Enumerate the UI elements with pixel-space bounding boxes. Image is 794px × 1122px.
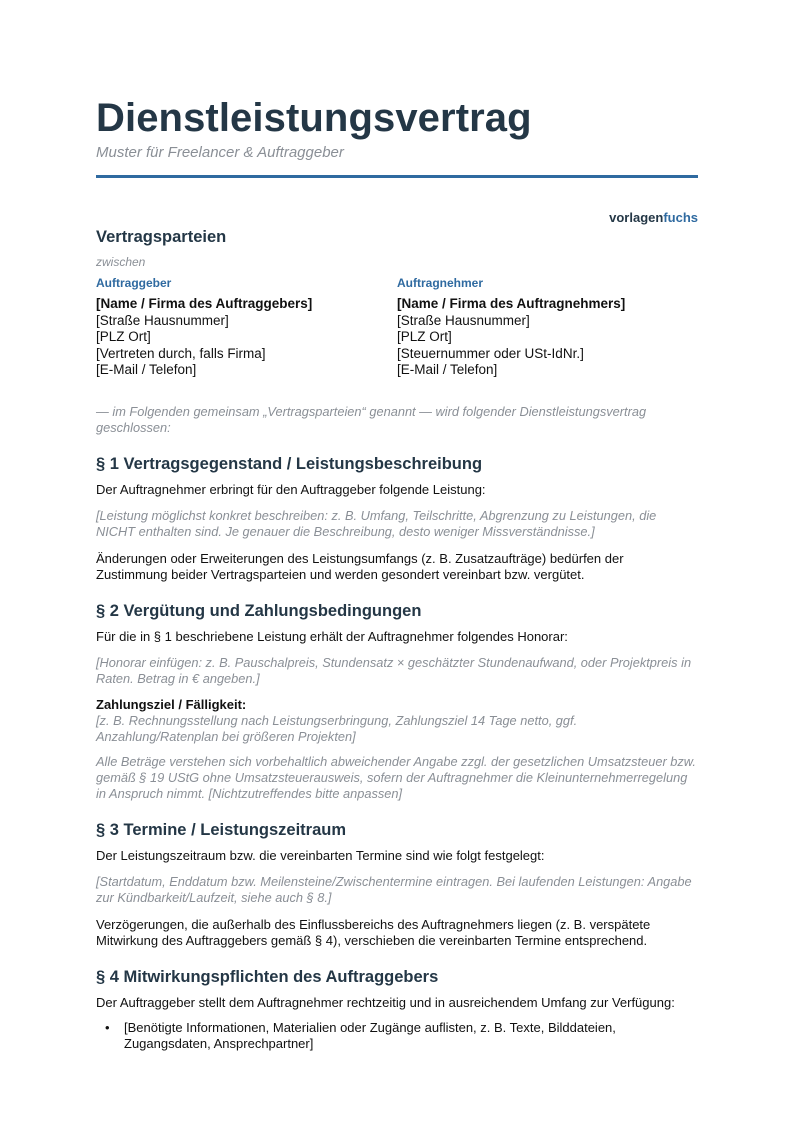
section-4-heading: § 4 Mitwirkungspflichten des Auftraggebers xyxy=(96,967,439,986)
section-2-heading: § 2 Vergütung und Zahlungsbedingungen xyxy=(96,601,422,620)
section-3-text: Verzögerungen, die außerhalb des Einflussbereichs des Auftragnehmers liegen (z. B. verspätete Mitwirkung des Auftraggebers gemäß § 4), verschieben die vereinbarten Termine entsprechend. xyxy=(96,916,651,948)
section-2-intro: Für die in § 1 beschriebene Leistung erhält der Auftragnehmer folgendes Honorar: xyxy=(96,628,568,644)
section-3-heading: § 3 Termine / Leistungszeitraum xyxy=(96,820,347,839)
brand-part-2: fuchs xyxy=(663,210,698,225)
contractor-label: Auftragnehmer xyxy=(397,276,484,290)
parties-columns xyxy=(96,275,698,379)
between-text: zwischen xyxy=(96,255,146,269)
contractor-tax-id: [Steuernummer oder USt-IdNr.] xyxy=(397,345,584,361)
section-4-bullet-1: [Benötigte Informationen, Materialien oder Zugänge auflisten, z. B. Texte, Bilddateien, Zugangsdaten, Ansprechpartner] xyxy=(124,1019,616,1051)
parties-heading: Vertragsparteien xyxy=(96,228,227,246)
section-2-payment-label: Zahlungsziel / Fälligkeit: xyxy=(96,696,247,712)
brand-part-1: vorlagen xyxy=(609,210,664,225)
section-1-note: [Leistung möglichst konkret beschreiben: z. B. Umfang, Teilschritte, Abgrenzung zu Leistungen, die NICHT enthalten sind. Je genauer die Beschreibung, desto weniger Missverständnisse.] xyxy=(96,507,657,539)
section-4-intro: Der Auftraggeber stellt dem Auftragnehmer rechtzeitig und in ausreichendem Umfang zur Verfügung: xyxy=(96,994,675,1010)
title-divider xyxy=(96,175,698,178)
client-label: Auftraggeber xyxy=(96,276,172,290)
document-subtitle: Muster für Freelancer & Auftraggeber xyxy=(96,144,344,161)
client-name: [Name / Firma des Auftraggebers] xyxy=(96,296,313,311)
brand-logo xyxy=(96,210,698,226)
section-2-payment-note: [z. B. Rechnungsstellung nach Leistungserbringung, Zahlungsziel 14 Tage netto, ggf. Anzahlung/Ratenplan bei größeren Projekten] xyxy=(96,712,578,744)
client-representative: [Vertreten durch, falls Firma] xyxy=(96,345,266,361)
client-block xyxy=(96,275,397,379)
bullet-icon: • xyxy=(105,1019,110,1035)
section-3-note: [Startdatum, Enddatum bzw. Meilensteine/Zwischentermine eintragen. Bei laufenden Leistungen: Angabe zur Kündbarkeit/Laufzeit, siehe auch § 8.] xyxy=(96,873,692,905)
contractor-name: [Name / Firma des Auftragnehmers] xyxy=(397,296,626,311)
section-2-note: [Honorar einfügen: z. B. Pauschalpreis, Stundensatz × geschätzter Stundenaufwand, oder Projektpreis in Raten. Betrag in € angeben.] xyxy=(96,654,692,686)
document-content xyxy=(96,95,698,1052)
client-contact: [E-Mail / Telefon] xyxy=(96,362,197,377)
section-1-intro: Der Auftragnehmer erbringt für den Auftraggeber folgende Leistung: xyxy=(96,481,486,497)
list-item xyxy=(96,1020,698,1052)
contractor-street: [Straße Hausnummer] xyxy=(397,312,530,328)
client-street: [Straße Hausnummer] xyxy=(96,312,229,328)
document-title: Dienstleistungsvertrag xyxy=(96,96,532,140)
parties-closing-note: — im Folgenden gemeinsam „Vertragsparteien“ genannt — wird folgender Dienstleistungsvertrag geschlossen: xyxy=(96,403,647,435)
section-1-text: Änderungen oder Erweiterungen des Leistungsumfangs (z. B. Zusatzaufträge) bedürfen der Zustimmung beider Vertragsparteien und werden gesondert vereinbart bzw. vergütet. xyxy=(96,550,624,582)
client-city: [PLZ Ort] xyxy=(96,329,151,344)
section-2-tax-note: Alle Beträge verstehen sich vorbehaltlich abweichender Angabe zzgl. der gesetzlichen Umsatzsteuer bzw. gemäß § 19 UStG ohne Umsatzsteuerausweis, sofern der Auftragnehmer die Kleinunternehmerregelung in Anspruch nimmt. [Nichtzutreffendes bitte anpassen] xyxy=(96,753,696,801)
section-1-heading: § 1 Vertragsgegenstand / Leistungsbeschreibung xyxy=(96,454,483,473)
contractor-block xyxy=(397,275,698,379)
contractor-contact: [E-Mail / Telefon] xyxy=(397,362,498,377)
section-4-list xyxy=(96,1020,698,1052)
contractor-city: [PLZ Ort] xyxy=(397,329,452,344)
section-3-intro: Der Leistungszeitraum bzw. die vereinbarten Termine sind wie folgt festgelegt: xyxy=(96,847,545,863)
